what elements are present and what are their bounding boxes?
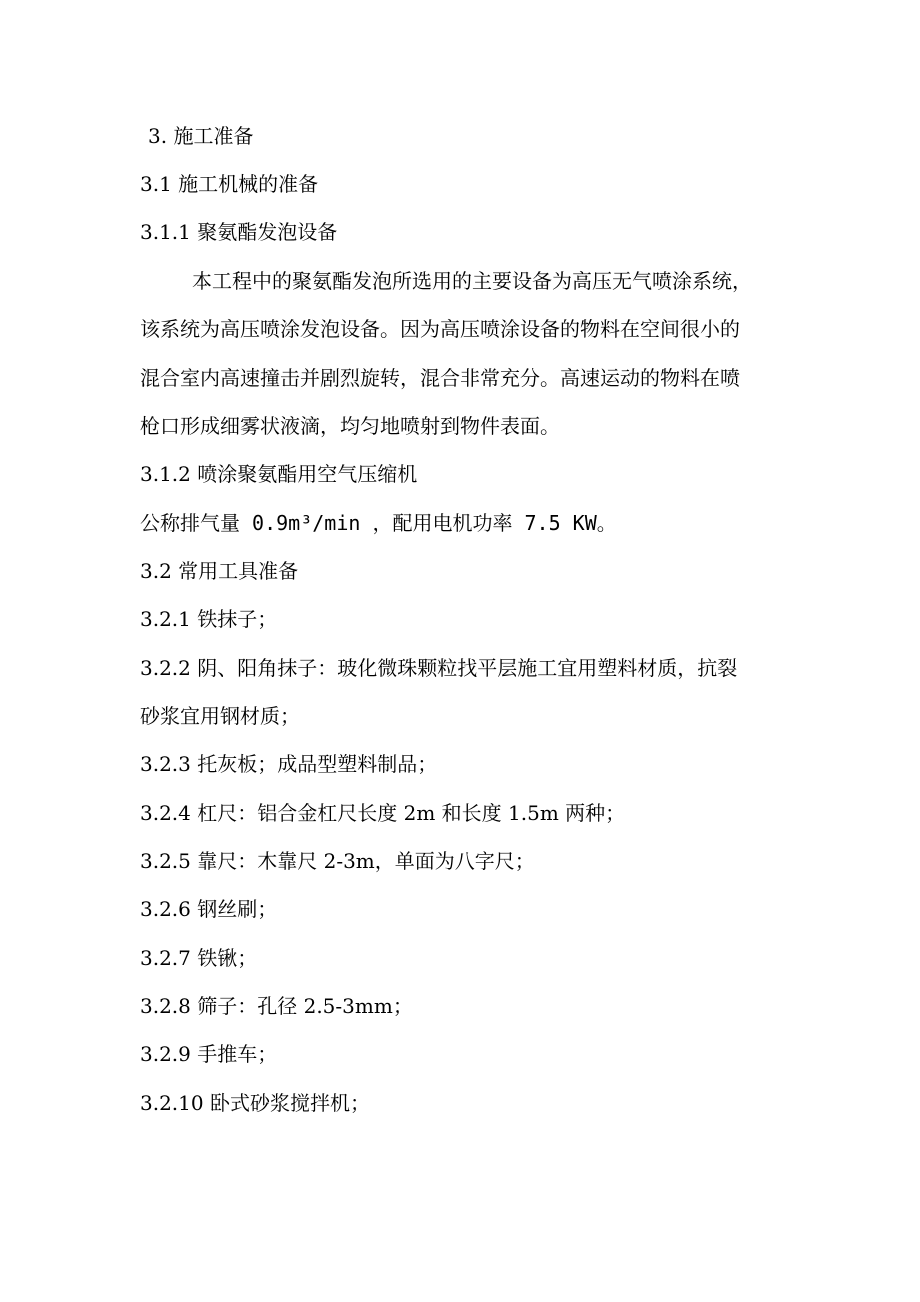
- paragraph-line-4: 枪口形成细雾状液滴，均匀地喷射到物件表面。: [140, 414, 560, 438]
- list-item-3-2-10: 3.2.10 卧式砂浆搅拌机；: [140, 1091, 370, 1115]
- section-heading: 3. 施工准备: [148, 124, 254, 148]
- heading-3-1-2: 3.1.2 喷涂聚氨酯用空气压缩机: [140, 462, 418, 486]
- heading-3-1-1: 3.1.1 聚氨酯发泡设备: [140, 220, 338, 244]
- list-item-3-2-2-line-1: 3.2.2 阴、阳角抹子：玻化微珠颗粒找平层施工宜用塑料材质，抗裂: [140, 656, 738, 680]
- list-item-3-2-6: 3.2.6 钢丝刷；: [140, 897, 278, 921]
- heading-3-1: 3.1 施工机械的准备: [140, 172, 319, 196]
- compressor-spec: 公称排气量 0.9m³/min ，配用电机功率 7.5 KW。: [140, 511, 617, 535]
- list-item-3-2-8: 3.2.8 筛子：孔径 2.5-3mm；: [140, 994, 413, 1018]
- list-item-3-2-5: 3.2.5 靠尺：木靠尺 2-3m，单面为八字尺；: [140, 849, 535, 873]
- heading-3-2: 3.2 常用工具准备: [140, 559, 299, 583]
- paragraph-line-1: 本工程中的聚氨酯发泡所选用的主要设备为高压无气喷涂系统，: [192, 269, 752, 293]
- list-item-3-2-3: 3.2.3 托灰板；成品型塑料制品；: [140, 752, 438, 776]
- paragraph-line-2: 该系统为高压喷涂发泡设备。因为高压喷涂设备的物料在空间很小的: [140, 317, 740, 341]
- list-item-3-2-9: 3.2.9 手推车；: [140, 1042, 278, 1066]
- list-item-3-2-1: 3.2.1 铁抹子；: [140, 607, 278, 631]
- list-item-3-2-2-line-2: 砂浆宜用钢材质；: [140, 704, 300, 728]
- list-item-3-2-7: 3.2.7 铁锹；: [140, 946, 258, 970]
- paragraph-line-3: 混合室内高速撞击并剧烈旋转，混合非常充分。高速运动的物料在喷: [140, 366, 740, 390]
- list-item-3-2-4: 3.2.4 杠尺：铝合金杠尺长度 2m 和长度 1.5m 两种；: [140, 801, 626, 825]
